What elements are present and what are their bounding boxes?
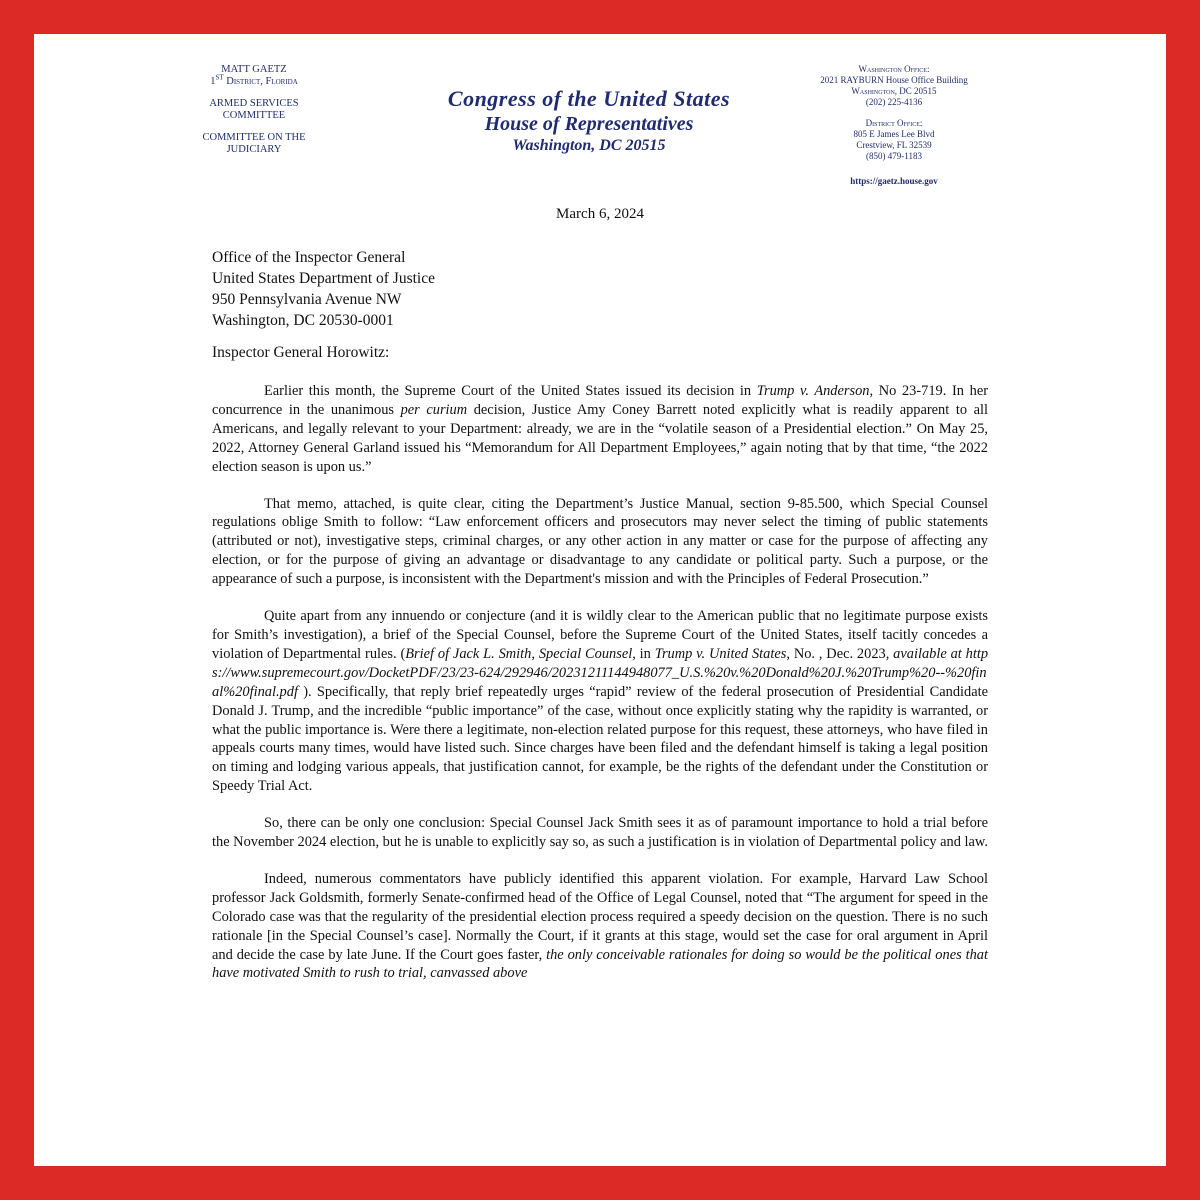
dc-address-line1: 2021 RAYBURN House Office Building: [820, 75, 968, 85]
committee-armed-services-line2: COMMITTEE: [222, 110, 286, 121]
office-info: [794, 64, 994, 187]
recipient-line: Office of the Inspector General: [212, 249, 406, 266]
letter-date: March 6, 2024: [556, 206, 644, 222]
member-district: 1ST District, Florida: [210, 73, 298, 87]
dc-address-line2: Washington, DC 20515: [851, 86, 937, 96]
dc-office-label: Washington Office:: [858, 64, 930, 74]
recipient-line: United States Department of Justice: [212, 270, 435, 287]
letterhead-house: House of Representatives: [484, 113, 694, 135]
district-address-line2: Crestview, FL 32539: [856, 140, 932, 150]
district-phone: (850) 479-1183: [866, 151, 922, 161]
letter-page: [34, 34, 1166, 1166]
district-office-label: District Office:: [865, 118, 923, 128]
committee-judiciary-line2: JUDICIARY: [226, 144, 282, 155]
brief-url[interactable]: available at https://www.supremecourt.gov/DocketPDF/23/23-624/292946/20231211144948077_U.S.%20v.%20Donald%20J.%20Trump%20--%20final%20final.pdf: [212, 645, 989, 700]
paragraph-4: So, there can be only one conclusion: Special Counsel Jack Smith sees it as of paramount importance to hold a trial before the November 2024 election, but he is unable to explicitly say so, as such a justification is in violation of Departmental policy and law.: [212, 815, 988, 851]
website-link[interactable]: https://gaetz.house.gov: [850, 176, 938, 186]
district-address-line1: 805 E James Lee Blvd: [853, 129, 935, 139]
member-info: [184, 64, 324, 156]
paragraph-3: Quite apart from any innuendo or conjecture (and it is wildly clear to the American public that no legitimate purpose exists for Smith’s investigation), a brief of the Special Counsel, before the Supreme Court of the United States, itself tacitly concedes a violation of Departmental rules. (Brief of Jack L. Smith, Special Counsel, in Trump v. United States, No. , Dec. 2023, available at https://www.supremecourt.gov/DocketPDF/23/23-624/292946/20231211144948077_U.S.%20v.%20Donald%20J.%20Trump%20--%20final%20final.pdf ). Specifically, that reply brief repeatedly urges “rapid” review of the federal prosecution of Presidential Candidate Donald J. Trump, and the incredible “public importance” of the case, without once explicitly stating why the rapidity is warranted, or what the public importance is. Were there a legitimate, non-election related purpose for this request, these attorneys, who have filed in appeals courts many times, would have listed such. Since charges have been filed and the defendant himself is taking a legal position on timing and lodging various appeals, that justification cannot, for example, be the rights of the defendant under the Constitution or Speedy Trial Act.: [212, 608, 989, 795]
dc-phone: (202) 225-4136: [865, 97, 923, 107]
recipient-line: Washington, DC 20530-0001: [212, 312, 394, 329]
member-name: MATT GAETZ: [221, 64, 287, 75]
recipient-address: [212, 247, 712, 331]
letterhead-congress: Congress of the United States: [447, 86, 731, 111]
paragraph-5: Indeed, numerous commentators have publicly identified this apparent violation. For example, Harvard Law School professor Jack Goldsmith, formerly Senate-confirmed head of the Office of Legal Counsel, noted that “The argument for speed in the Colorado case was that the regularity of the presidential election process required a speedy decision on the question. There is no such rationale [in the Special Counsel’s case]. Normally the Court, if it grants at this stage, would set the case for oral argument in April and decide the case by late June. If the Court goes faster, the only conceivable rationales for doing so would be the political ones that have motivated Smith to rush to trial, canvassed above: [212, 870, 988, 982]
letterhead-title: [394, 86, 784, 156]
letter-body: [212, 382, 988, 1001]
salutation: Inspector General Horowitz:: [212, 344, 390, 361]
paragraph-2: That memo, attached, is quite clear, citing the Department’s Justice Manual, section 9-85.500, which Special Counsel regulations oblige Smith to follow: “Law enforcement officers and prosecutors may never select the timing of public statements (attributed or not), investigative steps, criminal charges, or any other action in any matter or case for the purpose of affecting any election, or for the purpose of giving an advantage or disadvantage to any candidate or political party. Such a purpose, or the appearance of such a purpose, is inconsistent with the Department's mission and with the Principles of Federal Prosecution.”: [212, 495, 988, 588]
committee-armed-services-line1: ARMED SERVICES: [209, 98, 299, 109]
paragraph-1: Earlier this month, the Supreme Court of the United States issued its decision in Trump v. Anderson, No 23-719. In her concurrence in the unanimous per curium decision, Justice Amy Coney Barrett noted explicitly what is readily apparent to all Americans, and legally relevant to your Department: already, we are in the “volatile season of a Presidential election.” On May 25, 2022, Attorney General Garland issued his “Memorandum for All Department Employees,” again noting that by that time, “the 2022 election season is upon us.”: [212, 383, 988, 475]
committee-judiciary-line1: COMMITTEE ON THE: [202, 132, 306, 143]
letterhead-city: Washington, DC 20515: [512, 137, 666, 154]
recipient-line: 950 Pennsylvania Avenue NW: [212, 291, 402, 308]
